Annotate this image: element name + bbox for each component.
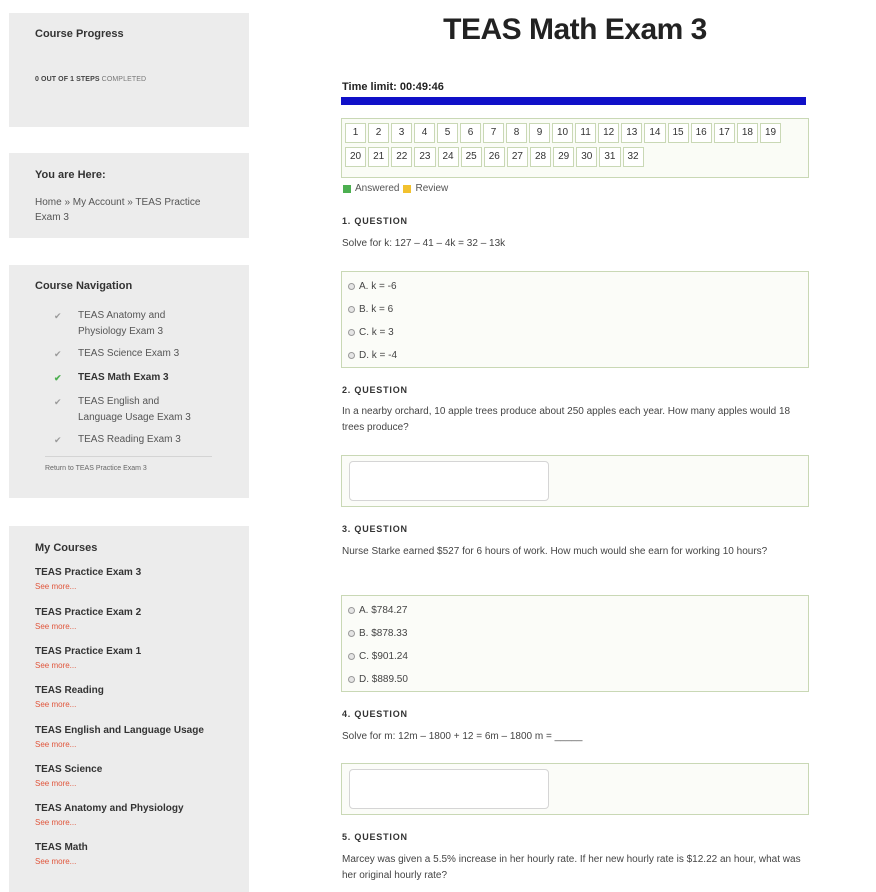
question-text: Nurse Starke earned $527 for 6 hours of work. How much would she earn for working 10 hours?	[342, 546, 768, 557]
question-label: 3. QUESTION	[342, 524, 408, 534]
question-number-button[interactable]: 14	[644, 123, 665, 143]
answered-swatch-icon	[343, 185, 351, 193]
nav-item-english[interactable]	[54, 394, 204, 426]
check-icon: ✔	[54, 311, 62, 321]
question-number-button[interactable]: 30	[576, 147, 597, 167]
course-title-link[interactable]: TEAS Reading	[35, 685, 104, 696]
my-courses-title: My Courses	[35, 542, 98, 554]
question-number-button[interactable]: 18	[737, 123, 758, 143]
question-number-button[interactable]: 3	[391, 123, 412, 143]
question-label: 4. QUESTION	[342, 709, 408, 719]
question-number-button[interactable]: 13	[621, 123, 642, 143]
question-number-button[interactable]: 10	[552, 123, 573, 143]
course-title-link[interactable]: TEAS English and Language Usage	[35, 725, 204, 736]
question-label: 5. QUESTION	[342, 832, 408, 842]
course-progress-title: Course Progress	[35, 28, 124, 40]
course-title-link[interactable]: TEAS Science	[35, 764, 103, 775]
question-text: Solve for m: 12m – 1800 + 12 = 6m – 1800 m = _____	[342, 731, 583, 742]
answer-options	[341, 595, 809, 692]
answer-option[interactable]	[348, 298, 802, 321]
question-number-button[interactable]: 1	[345, 123, 366, 143]
see-more-link[interactable]: See more...	[35, 740, 77, 749]
see-more-link[interactable]: See more...	[35, 857, 77, 866]
question-number-button[interactable]: 26	[484, 147, 505, 167]
see-more-link[interactable]: See more...	[35, 582, 77, 591]
answer-input-box	[341, 763, 809, 815]
check-icon: ✔	[54, 435, 62, 445]
option-label: A. k = -6	[359, 281, 397, 292]
question-label: 1. QUESTION	[342, 216, 408, 226]
steps-status	[35, 76, 146, 83]
nav-item-reading[interactable]	[54, 432, 204, 448]
course-item	[35, 803, 235, 827]
see-more-link[interactable]: See more...	[35, 661, 77, 670]
question-text: In a nearby orchard, 10 apple trees produce about 250 apples each year. How many apples would 18 trees produce?	[342, 406, 791, 433]
nav-item-label: TEAS Math Exam 3	[78, 372, 169, 383]
radio-button[interactable]	[348, 352, 355, 359]
answer-input[interactable]	[349, 769, 549, 809]
return-link[interactable]: Return to TEAS Practice Exam 3	[45, 465, 147, 472]
steps-count: 0 OUT OF 1 STEPS	[35, 76, 100, 83]
check-icon: ✔	[54, 349, 62, 359]
question-number-button[interactable]: 7	[483, 123, 504, 143]
question-number-button[interactable]: 29	[553, 147, 574, 167]
review-swatch-icon	[403, 185, 411, 193]
nav-item-anatomy[interactable]	[54, 308, 204, 340]
option-label: C. k = 3	[359, 327, 394, 338]
option-label: C. $901.24	[359, 651, 408, 662]
question-number-button[interactable]: 15	[668, 123, 689, 143]
question-number-button[interactable]: 24	[438, 147, 459, 167]
answer-options	[341, 271, 809, 368]
course-title-link[interactable]: TEAS Practice Exam 3	[35, 567, 142, 578]
option-label: D. k = -4	[359, 350, 398, 361]
question-navigator-row	[345, 147, 805, 167]
nav-item-label: TEAS Anatomy and Physiology Exam 3	[78, 310, 166, 337]
answer-option[interactable]	[348, 599, 802, 622]
course-title-link[interactable]: TEAS Practice Exam 1	[35, 646, 142, 657]
question-number-button[interactable]: 8	[506, 123, 527, 143]
question-navigator	[341, 118, 809, 178]
question-number-button[interactable]: 21	[368, 147, 389, 167]
nav-item-science[interactable]	[54, 346, 204, 362]
see-more-link[interactable]: See more...	[35, 700, 77, 709]
answered-label: Answered	[355, 183, 400, 194]
question-navigator-row	[345, 123, 805, 143]
answer-option[interactable]	[348, 344, 802, 367]
question-number-button[interactable]: 9	[529, 123, 550, 143]
radio-button[interactable]	[348, 676, 355, 683]
review-label: Review	[415, 183, 449, 194]
question-number-button[interactable]: 31	[599, 147, 620, 167]
you-are-here-title: You are Here:	[35, 169, 106, 181]
course-item	[35, 646, 235, 670]
check-icon: ✔	[54, 397, 62, 407]
radio-button[interactable]	[348, 329, 355, 336]
question-number-button[interactable]: 27	[507, 147, 528, 167]
question-label: 2. QUESTION	[342, 385, 408, 395]
question-text: Solve for k: 127 – 41 – 4k = 32 – 13k	[342, 238, 506, 249]
time-limit-progress-bar	[341, 97, 806, 105]
see-more-link[interactable]: See more...	[35, 779, 77, 788]
question-number-button[interactable]: 22	[391, 147, 412, 167]
answer-option[interactable]	[348, 275, 802, 298]
option-label: B. k = 6	[359, 304, 394, 315]
nav-divider	[45, 456, 212, 457]
radio-button[interactable]	[348, 306, 355, 313]
question-number-button[interactable]: 5	[437, 123, 458, 143]
radio-button[interactable]	[348, 653, 355, 660]
nav-item-label: TEAS Science Exam 3	[78, 348, 180, 359]
course-navigation-panel	[9, 265, 249, 498]
nav-item-math[interactable]	[54, 370, 204, 386]
answer-input[interactable]	[349, 461, 549, 501]
radio-button[interactable]	[348, 630, 355, 637]
course-title-link[interactable]: TEAS Math	[35, 842, 88, 853]
course-navigation-list	[54, 308, 204, 448]
question-number-button[interactable]: 11	[575, 123, 596, 143]
option-label: A. $784.27	[359, 605, 408, 616]
course-title-link[interactable]: TEAS Anatomy and Physiology	[35, 803, 184, 814]
question-text: Marcey was given a 5.5% increase in her hourly rate. If her new hourly rate is $12.22 an hour, what was her original hourly rate?	[342, 854, 801, 881]
question-number-button[interactable]: 25	[461, 147, 482, 167]
nav-item-label: TEAS English and Language Usage Exam 3	[78, 396, 191, 423]
option-label: B. $878.33	[359, 628, 408, 639]
question-number-button[interactable]: 12	[598, 123, 619, 143]
question-number-button[interactable]: 28	[530, 147, 551, 167]
nav-item-label: TEAS Reading Exam 3	[78, 434, 181, 445]
radio-button[interactable]	[348, 283, 355, 290]
check-icon: ✔	[54, 373, 62, 383]
question-legend	[343, 183, 448, 194]
answer-option[interactable]	[348, 622, 802, 645]
my-courses-panel	[9, 526, 249, 892]
course-title-link[interactable]: TEAS Practice Exam 2	[35, 607, 142, 618]
question-number-button[interactable]: 4	[414, 123, 435, 143]
question-number-button[interactable]: 20	[345, 147, 366, 167]
answer-option[interactable]	[348, 321, 802, 344]
see-more-link[interactable]: See more...	[35, 622, 77, 631]
question-number-button[interactable]: 23	[414, 147, 435, 167]
course-item	[35, 842, 235, 866]
course-navigation-title: Course Navigation	[35, 280, 133, 292]
page-title: TEAS Math Exam 3	[443, 13, 707, 46]
question-number-button[interactable]: 2	[368, 123, 389, 143]
you-are-here-panel	[9, 153, 249, 238]
question-number-button[interactable]: 17	[714, 123, 735, 143]
question-number-button[interactable]: 32	[623, 147, 644, 167]
question-number-button[interactable]: 6	[460, 123, 481, 143]
course-item	[35, 725, 235, 749]
question-number-button[interactable]: 19	[760, 123, 781, 143]
course-item	[35, 764, 235, 788]
see-more-link[interactable]: See more...	[35, 818, 77, 827]
course-item	[35, 567, 235, 591]
breadcrumb[interactable]: Home » My Account » TEAS Practice Exam 3	[35, 197, 201, 223]
course-item	[35, 607, 235, 631]
option-label: D. $889.50	[359, 674, 408, 685]
answer-input-box	[341, 455, 809, 507]
answer-option[interactable]	[348, 645, 802, 668]
answer-option[interactable]	[348, 668, 802, 691]
course-item	[35, 685, 235, 709]
time-limit-label: Time limit: 00:49:46	[342, 81, 444, 93]
question-number-button[interactable]: 16	[691, 123, 712, 143]
steps-completed-label: COMPLETED	[101, 76, 147, 83]
radio-button[interactable]	[348, 607, 355, 614]
course-progress-panel	[9, 13, 249, 127]
